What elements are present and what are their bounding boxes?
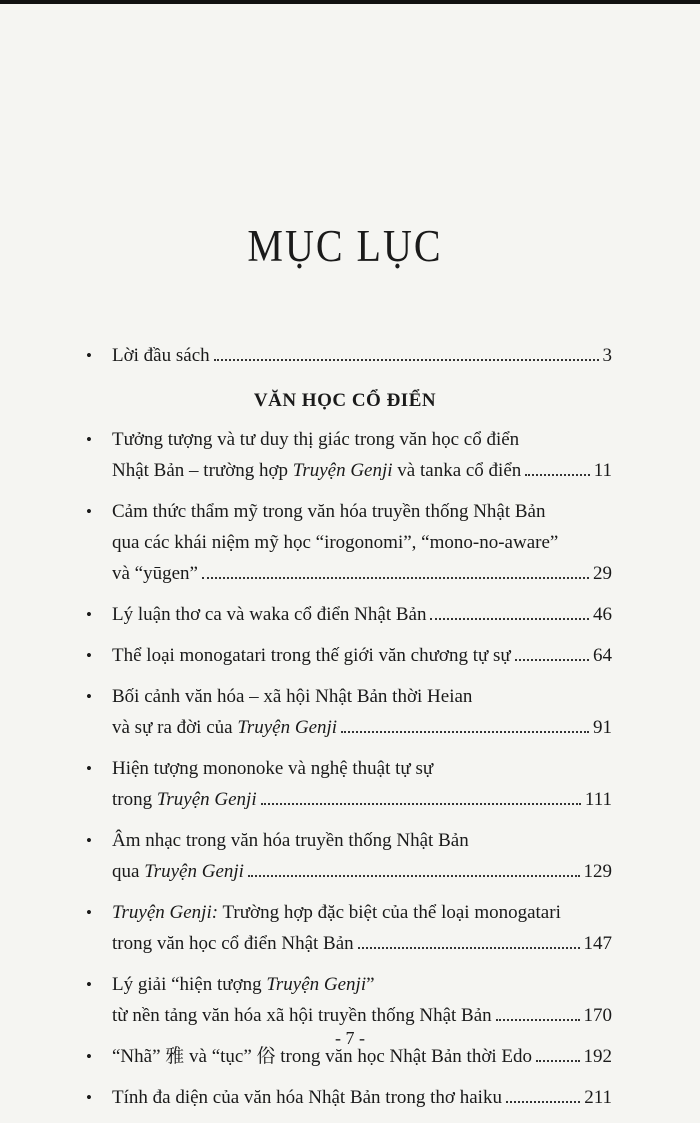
dot-leader <box>496 1019 580 1021</box>
page-number: 64 <box>593 645 612 666</box>
dot-leader <box>506 1101 580 1103</box>
bullet-icon: • <box>86 831 92 850</box>
bullet-icon: • <box>86 1088 92 1107</box>
bullet-icon: • <box>86 646 92 665</box>
toc-entry[interactable] <box>78 897 612 959</box>
page-number: 11 <box>593 460 612 481</box>
entry-line-last: Lý luận thơ ca và waka cổ điển Nhật Bản <box>112 604 427 625</box>
section-heading: VĂN HỌC CỔ ĐIỂN <box>253 390 437 411</box>
toc-entry[interactable] <box>78 1082 612 1113</box>
bullet-icon: • <box>86 605 92 624</box>
bullet-icon: • <box>86 687 92 706</box>
dot-leader <box>261 803 581 805</box>
entry-line-last: Nhật Bản – trường hợp Truyện Genji và tanka cổ điển <box>112 460 522 481</box>
bullet-icon: • <box>86 430 92 449</box>
toc-entry[interactable] <box>78 825 612 887</box>
entry-line: Bối cảnh văn hóa – xã hội Nhật Bản thời Heian <box>112 686 473 707</box>
bullet-icon: • <box>86 1047 92 1066</box>
entry-line-last: và sự ra đời của Truyện Genji <box>112 717 338 738</box>
entry-line: Truyện Genji: Trường hợp đặc biệt của thể loại monogatari <box>112 902 561 923</box>
page-number: 147 <box>583 933 612 954</box>
toc-entry[interactable] <box>78 640 612 671</box>
dot-leader <box>525 474 589 476</box>
toc-entry[interactable] <box>78 753 612 815</box>
toc-entry[interactable] <box>78 969 612 1031</box>
entry-line-last: từ nền tảng văn hóa xã hội truyền thống Nhật Bản <box>112 1005 492 1026</box>
bullet-icon: • <box>86 975 92 994</box>
page-number: 192 <box>583 1046 612 1067</box>
page-number: 129 <box>583 861 612 882</box>
page-number: 46 <box>593 604 612 625</box>
toc-entry[interactable] <box>78 681 612 743</box>
bullet-icon: • <box>86 502 92 521</box>
entry-line-last: qua Truyện Genji <box>112 861 244 882</box>
toc-entry[interactable] <box>78 424 612 486</box>
table-of-contents <box>78 340 612 1123</box>
dot-leader <box>430 618 589 620</box>
entry-label: Lời đầu sách <box>112 345 210 366</box>
entry-line: qua các khái niệm mỹ học “irogonomi”, “mono-no-aware” <box>112 532 559 553</box>
page-title: MỤC LỤC <box>247 219 443 272</box>
toc-entry[interactable] <box>78 599 612 630</box>
page-number: 211 <box>584 1087 612 1108</box>
dot-leader <box>358 947 580 949</box>
page-top-edge <box>0 0 700 4</box>
entry-line-last: và “yūgen” <box>112 563 198 584</box>
entry-line: Tưởng tượng và tư duy thị giác trong văn học cổ điển <box>112 429 520 450</box>
page-number: 111 <box>584 789 612 810</box>
page-footer-number: - 7 - <box>335 1028 365 1048</box>
page-number: 91 <box>593 717 612 738</box>
entry-line-last: trong Truyện Genji <box>112 789 257 810</box>
toc-entry-preface[interactable] <box>78 340 612 371</box>
entry-line-last: Tính đa diện của văn hóa Nhật Bản trong thơ haiku <box>112 1087 502 1108</box>
page-number: 29 <box>593 563 612 584</box>
dot-leader <box>214 359 599 361</box>
entry-line: Lý giải “hiện tượng Truyện Genji” <box>112 974 375 995</box>
entry-line-last: trong văn học cổ điển Nhật Bản <box>112 933 354 954</box>
dot-leader <box>248 875 580 877</box>
entry-line-last: Thể loại monogatari trong thế giới văn chương tự sự <box>112 645 511 666</box>
entry-line: Âm nhạc trong văn hóa truyền thống Nhật Bản <box>112 830 469 851</box>
toc-entry[interactable] <box>78 496 612 589</box>
bullet-icon: • <box>86 346 92 365</box>
dot-leader <box>536 1060 579 1062</box>
entry-line: Hiện tượng mononoke và nghệ thuật tự sự <box>112 758 434 779</box>
entry-line-last: “Nhã” 雅 và “tục” 俗 trong văn học Nhật Bản thời Edo <box>112 1046 533 1067</box>
bullet-icon: • <box>86 759 92 778</box>
bullet-icon: • <box>86 903 92 922</box>
entry-line: Cảm thức thẩm mỹ trong văn hóa truyền thống Nhật Bản <box>112 501 546 522</box>
dot-leader <box>515 659 589 661</box>
page-number: 3 <box>602 345 612 366</box>
page-number: 170 <box>583 1005 612 1026</box>
dot-leader <box>202 577 589 579</box>
dot-leader <box>341 731 589 733</box>
